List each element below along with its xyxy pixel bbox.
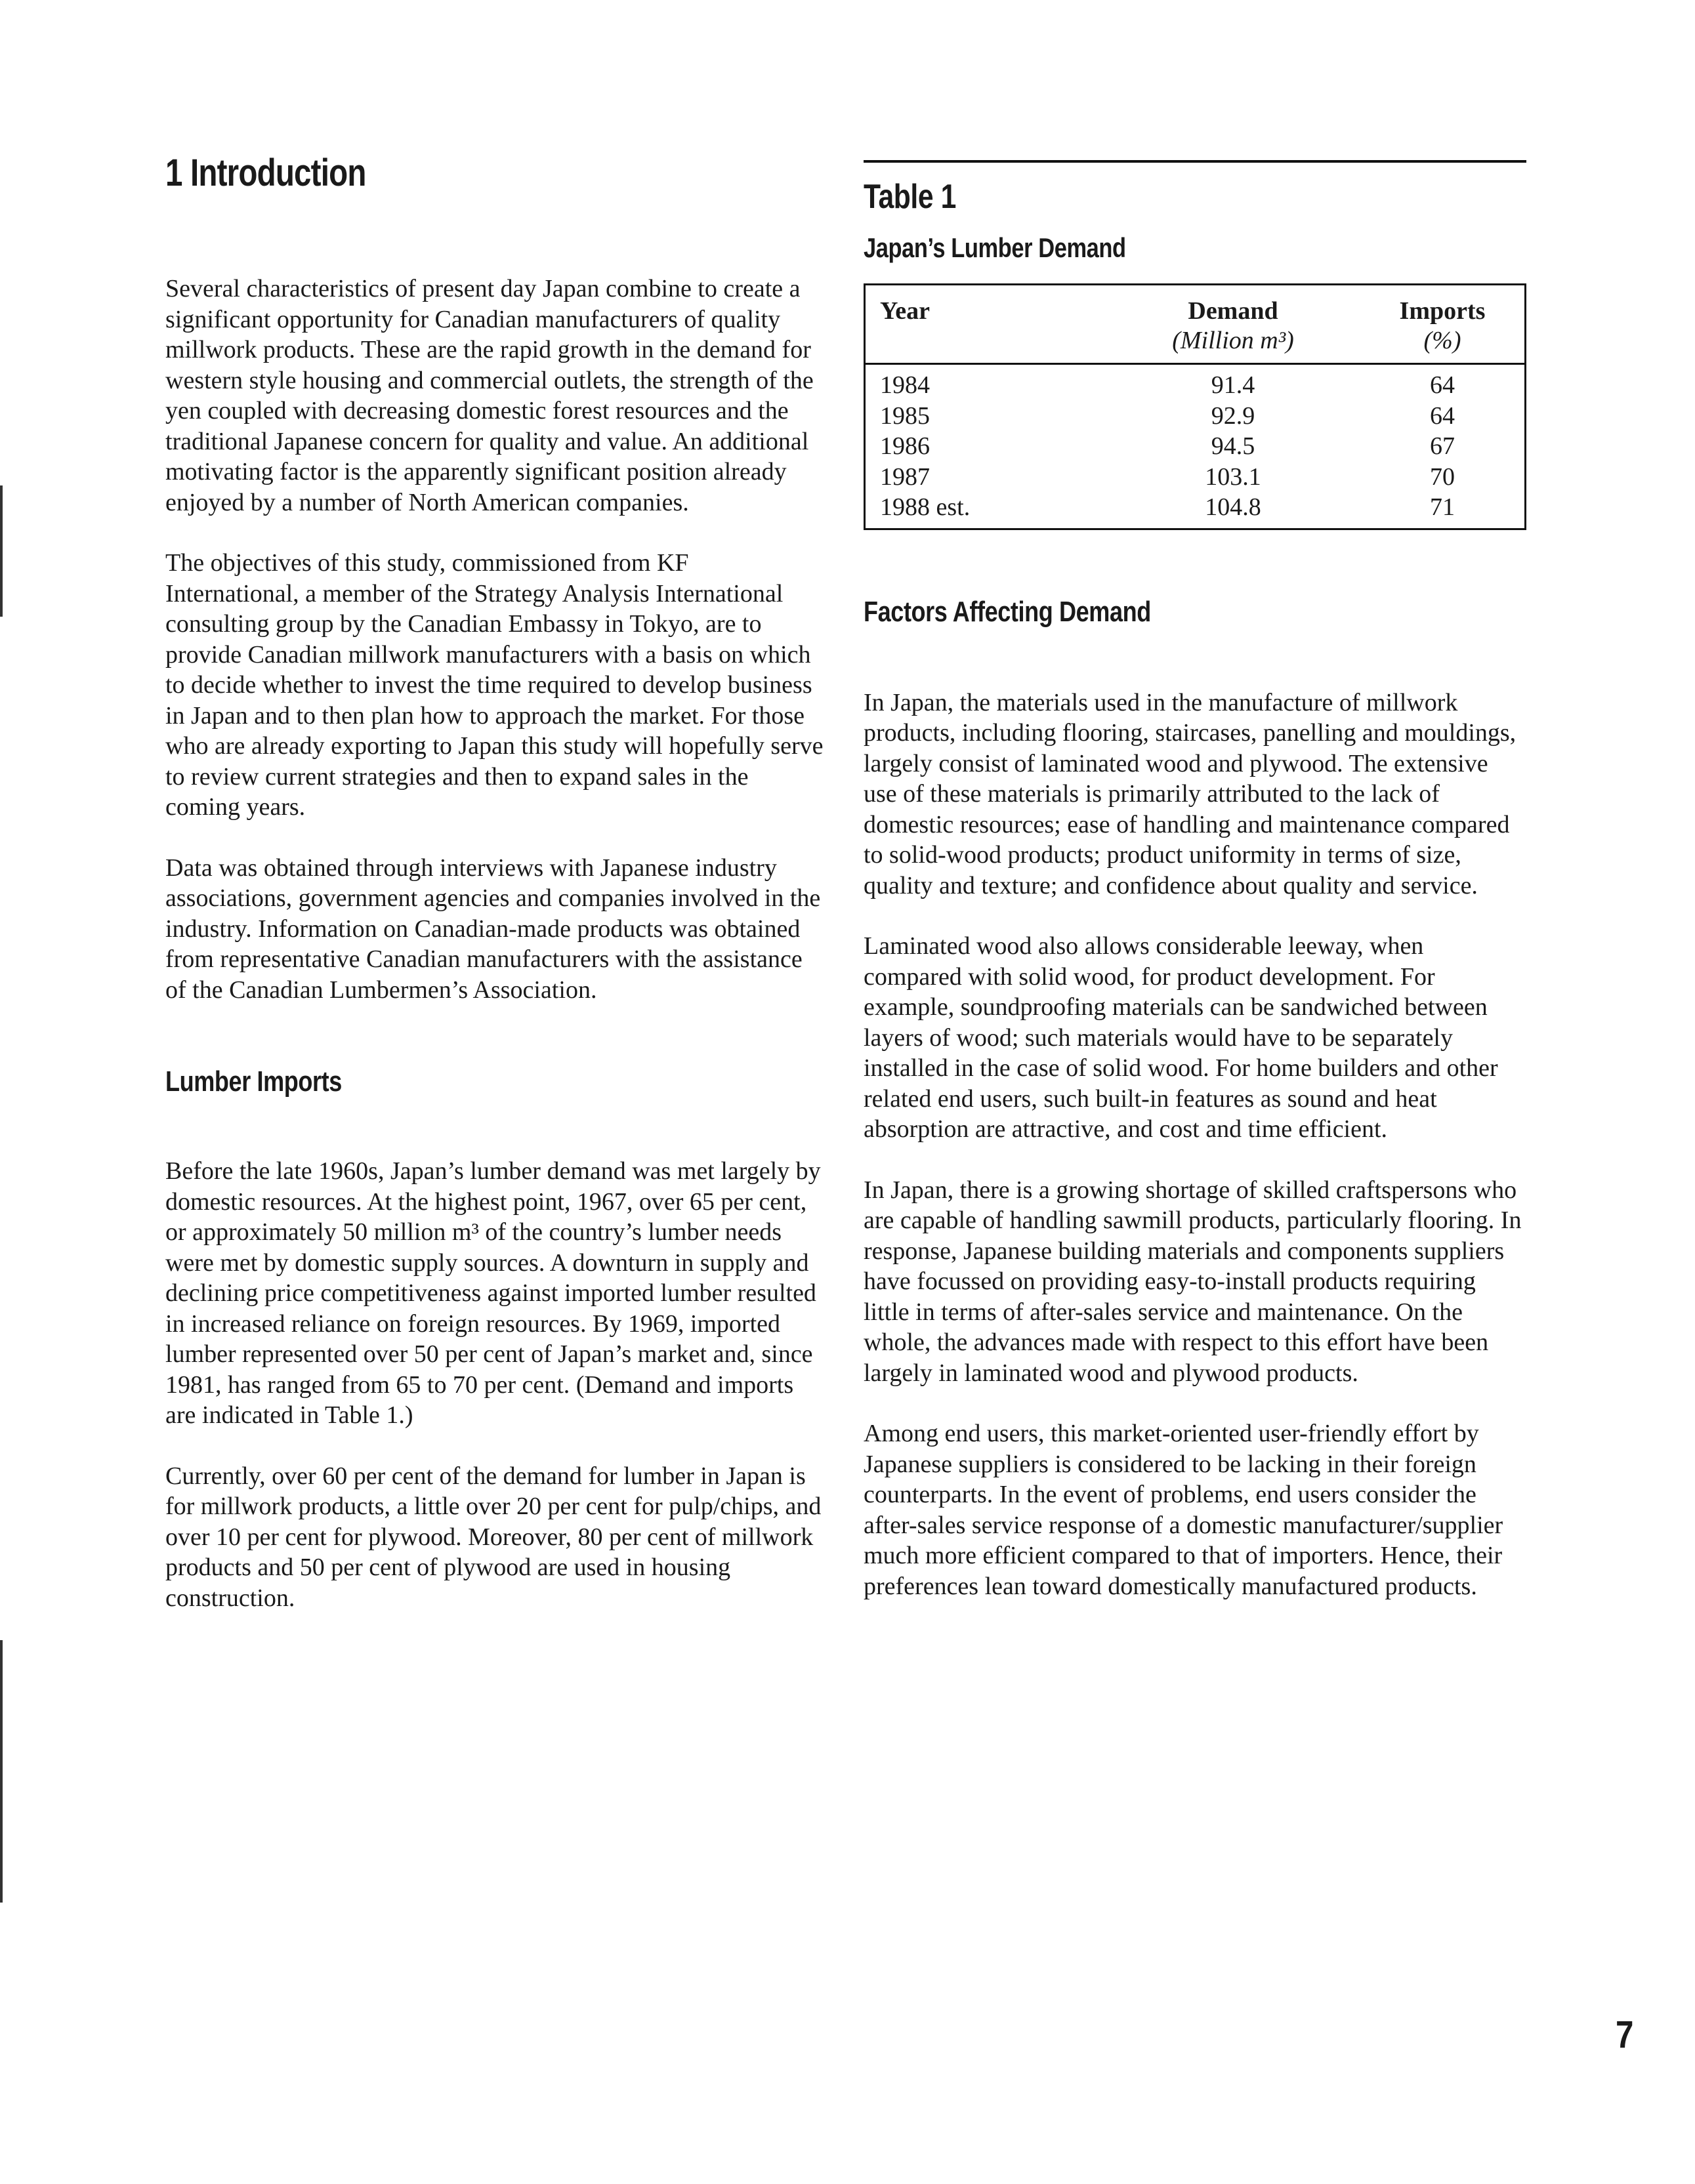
cell-demand: 92.9 (1211, 402, 1255, 430)
intro-paragraph-3: Data was obtained through interviews with Japanese industry associations, government agencies and companies involved in the industry. Information on Canadian-made products was obtained from representative Canadian manufacturers with the assistance of the Canadian Lumbermen’s Association. (165, 854, 821, 1004)
table-row (866, 370, 1524, 401)
table-header (866, 285, 1524, 365)
cell-imports: 71 (1430, 493, 1455, 521)
left-column (165, 151, 827, 1613)
table-row (866, 492, 1524, 523)
subheader-demand-unit: (Million m³) (1172, 327, 1294, 354)
factors-paragraph-3: In Japan, there is a growing shortage of skilled craftspersons who are capable of handling sawmill products, particularly flooring. In response, Japanese building materials and components suppliers have focussed on providing easy-to-install products requiring little in terms of after-sales service and maintenance. On the whole, the advances made with respect to this effort have been largely in laminated wood and plywood products. (864, 1176, 1522, 1387)
scan-margin-line (0, 485, 3, 617)
intro-paragraph-2: The objectives of this study, commissioned from KF International, a member of the Strategy Analysis International consulting group by the Canadian Embassy in Tokyo, are to provide Canadian millwork manufacturers with a basis on which to decide whether to invest the time required to develop business in Japan and to then plan how to approach the market. For those who are already exporting to Japan this study will hopefully serve to review current strategies and then to expand sales in the coming years. (165, 549, 824, 821)
factors-heading: Factors Affecting Demand (864, 595, 1151, 628)
header-year: Year (880, 297, 930, 325)
table-row (866, 431, 1524, 462)
factors-paragraph-4: Among end users, this market-oriented user-friendly effort by Japanese suppliers is considered to be lacking in their foreign counterparts. In the event of problems, end users consider the after-sales service response of a domestic manufacturer/supplier much more efficient compared to that of importers. Hence, their preferences lean toward domestically manufactured products. (864, 1420, 1503, 1600)
cell-imports: 70 (1430, 463, 1455, 491)
cell-imports: 64 (1430, 371, 1455, 399)
table-label: Table 1 (864, 178, 956, 216)
table-body (866, 365, 1524, 528)
factors-paragraph-2: Laminated wood also allows considerable leeway, when compared with solid wood, for product development. For example, soundproofing materials can be sandwiched between layers of wood; such materials would have to be separately installed in the case of solid wood. For home builders and other related end users, such built-in features as sound and heat absorption are attractive, and cost and time efficient. (864, 932, 1498, 1143)
table-row (866, 401, 1524, 432)
section-title: 1 Introduction (165, 152, 366, 194)
factors-paragraph-1: In Japan, the materials used in the manufacture of millwork products, including flooring, staircases, panelling and mouldings, largely consist of laminated wood and plywood. The extensive use of these materials is primarily attributed to the lack of domestic resources; ease of handling and maintenance compared to solid-wood products; product uniformity in terms of size, quality and texture; and confidence about quality and service. (864, 688, 1517, 899)
cell-year: 1988 est. (880, 493, 971, 521)
cell-imports: 64 (1430, 402, 1455, 430)
lumber-imports-heading: Lumber Imports (165, 1065, 342, 1098)
lumber-imports-paragraph-2: Currently, over 60 per cent of the demand for lumber in Japan is for millwork products, a little over 20 per cent for pulp/chips, and over 10 per cent for plywood. Moreover, 80 per cent of millwork products and 50 per cent of plywood are used in housing construction. (165, 1462, 822, 1612)
cell-year: 1986 (880, 432, 930, 460)
table-row (866, 462, 1524, 493)
header-imports: Imports (1399, 297, 1486, 325)
lumber-imports-paragraph-1: Before the late 1960s, Japan’s lumber demand was met largely by domestic resources. At the highest point, 1967, over 65 per cent, or approximately 50 million m³ of the country’s lumber needs were met by domestic supply sources. A downturn in supply and declining price competitiveness against imported lumber resulted in increased reliance on foreign resources. By 1969, imported lumber represented over 50 per cent of Japan’s market and, since 1981, has ranged from 65 to 70 per cent. (Demand and imports are indicated in Table 1.) (165, 1157, 821, 1429)
table-caption: Japan’s Lumber Demand (864, 232, 1126, 263)
intro-paragraph-1: Several characteristics of present day Japan combine to create a significant opportunity for Canadian manufacturers of quality millwork products. These are the rapid growth in the demand for western style housing and commercial outlets, the strength of the yen coupled with decreasing domestic forest resources and the traditional Japanese concern for quality and value. An additional motivating factor is the apparently significant position already enjoyed by a number of North American companies. (165, 275, 814, 516)
cell-demand: 91.4 (1211, 371, 1255, 399)
scan-margin-line (0, 1640, 3, 1903)
header-demand: Demand (1188, 297, 1278, 325)
lumber-demand-table (864, 283, 1526, 530)
right-column (864, 160, 1526, 1601)
cell-demand: 103.1 (1205, 463, 1261, 491)
cell-imports: 67 (1430, 432, 1455, 460)
subheader-imports-unit: (%) (1423, 327, 1461, 354)
cell-year: 1984 (880, 371, 930, 399)
cell-year: 1985 (880, 402, 930, 430)
subheader-year (866, 326, 1095, 355)
cell-year: 1987 (880, 463, 930, 491)
cell-demand: 94.5 (1211, 432, 1255, 460)
cell-demand: 104.8 (1205, 493, 1261, 521)
page-number: 7 (1616, 2013, 1634, 2056)
